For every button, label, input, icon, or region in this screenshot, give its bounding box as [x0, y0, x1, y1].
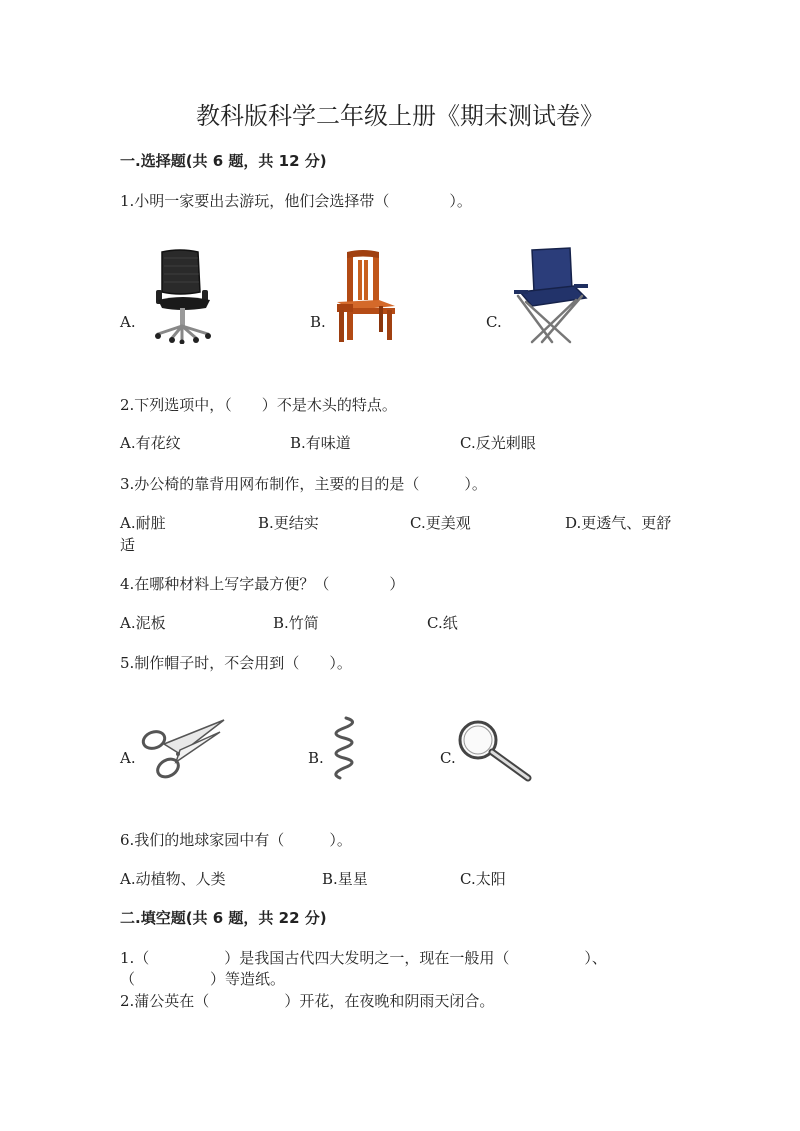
q2-option-b: B.有味道: [290, 434, 351, 452]
question-5: 5.制作帽子时，不会用到（ ）。: [120, 654, 352, 672]
question-4: 4.在哪种材料上写字最方便？（ ）: [120, 575, 405, 593]
q2-option-c: C.反光刺眼: [460, 434, 536, 452]
section-heading-choice: 一.选择题(共 6 题，共 12 分): [120, 152, 327, 170]
spring-icon: [326, 716, 360, 780]
q2-option-a: A.有花纹: [120, 434, 181, 452]
q1-option-c-label: C.: [486, 313, 502, 331]
q4-option-b: B.竹简: [273, 614, 319, 632]
question-2: 2.下列选项中，（ ）不是木头的特点。: [120, 396, 397, 414]
page-title: 教科版科学二年级上册《期末测试卷》: [196, 102, 604, 130]
fill-question-2: 2.蒲公英在（ ）开花，在夜晚和阴雨天闭合。: [120, 992, 495, 1010]
q3-option-d: D.更透气、更舒: [565, 514, 672, 532]
question-6: 6.我们的地球家园中有（ ）。: [120, 831, 352, 849]
wooden-chair-icon: [333, 250, 399, 344]
q6-option-b: B.星星: [322, 870, 368, 888]
q5-option-a-label: A.: [120, 749, 136, 767]
q6-option-c: C.太阳: [460, 870, 506, 888]
folding-chair-icon: [512, 246, 590, 346]
q3-option-b: B.更结实: [258, 514, 319, 532]
q3-option-c: C.更美观: [410, 514, 471, 532]
fill-question-1-line2: （ ）等造纸。: [120, 970, 286, 988]
q5-option-b-label: B.: [308, 749, 324, 767]
q3-option-d-wrap: 适: [120, 536, 136, 554]
q4-option-a: A.泥板: [120, 614, 166, 632]
q5-option-c-label: C.: [440, 749, 456, 767]
q1-option-a-label: A.: [120, 313, 136, 331]
fill-question-1-line1: 1.（ ）是我国古代四大发明之一，现在一般用（ ）、: [120, 949, 607, 967]
q1-option-b-label: B.: [310, 313, 326, 331]
q4-option-c: C.纸: [427, 614, 458, 632]
q6-option-a: A.动植物、人类: [120, 870, 226, 888]
magnifying-glass-icon: [456, 718, 534, 784]
section-heading-fill: 二.填空题(共 6 题，共 22 分): [120, 909, 327, 927]
q3-option-a: A.耐脏: [120, 514, 166, 532]
office-chair-icon: [148, 248, 228, 344]
question-1: 1.小明一家要出去游玩，他们会选择带（ ）。: [120, 192, 472, 210]
scissors-icon: [140, 718, 226, 782]
question-3: 3.办公椅的靠背用网布制作，主要的目的是（ ）。: [120, 475, 487, 493]
